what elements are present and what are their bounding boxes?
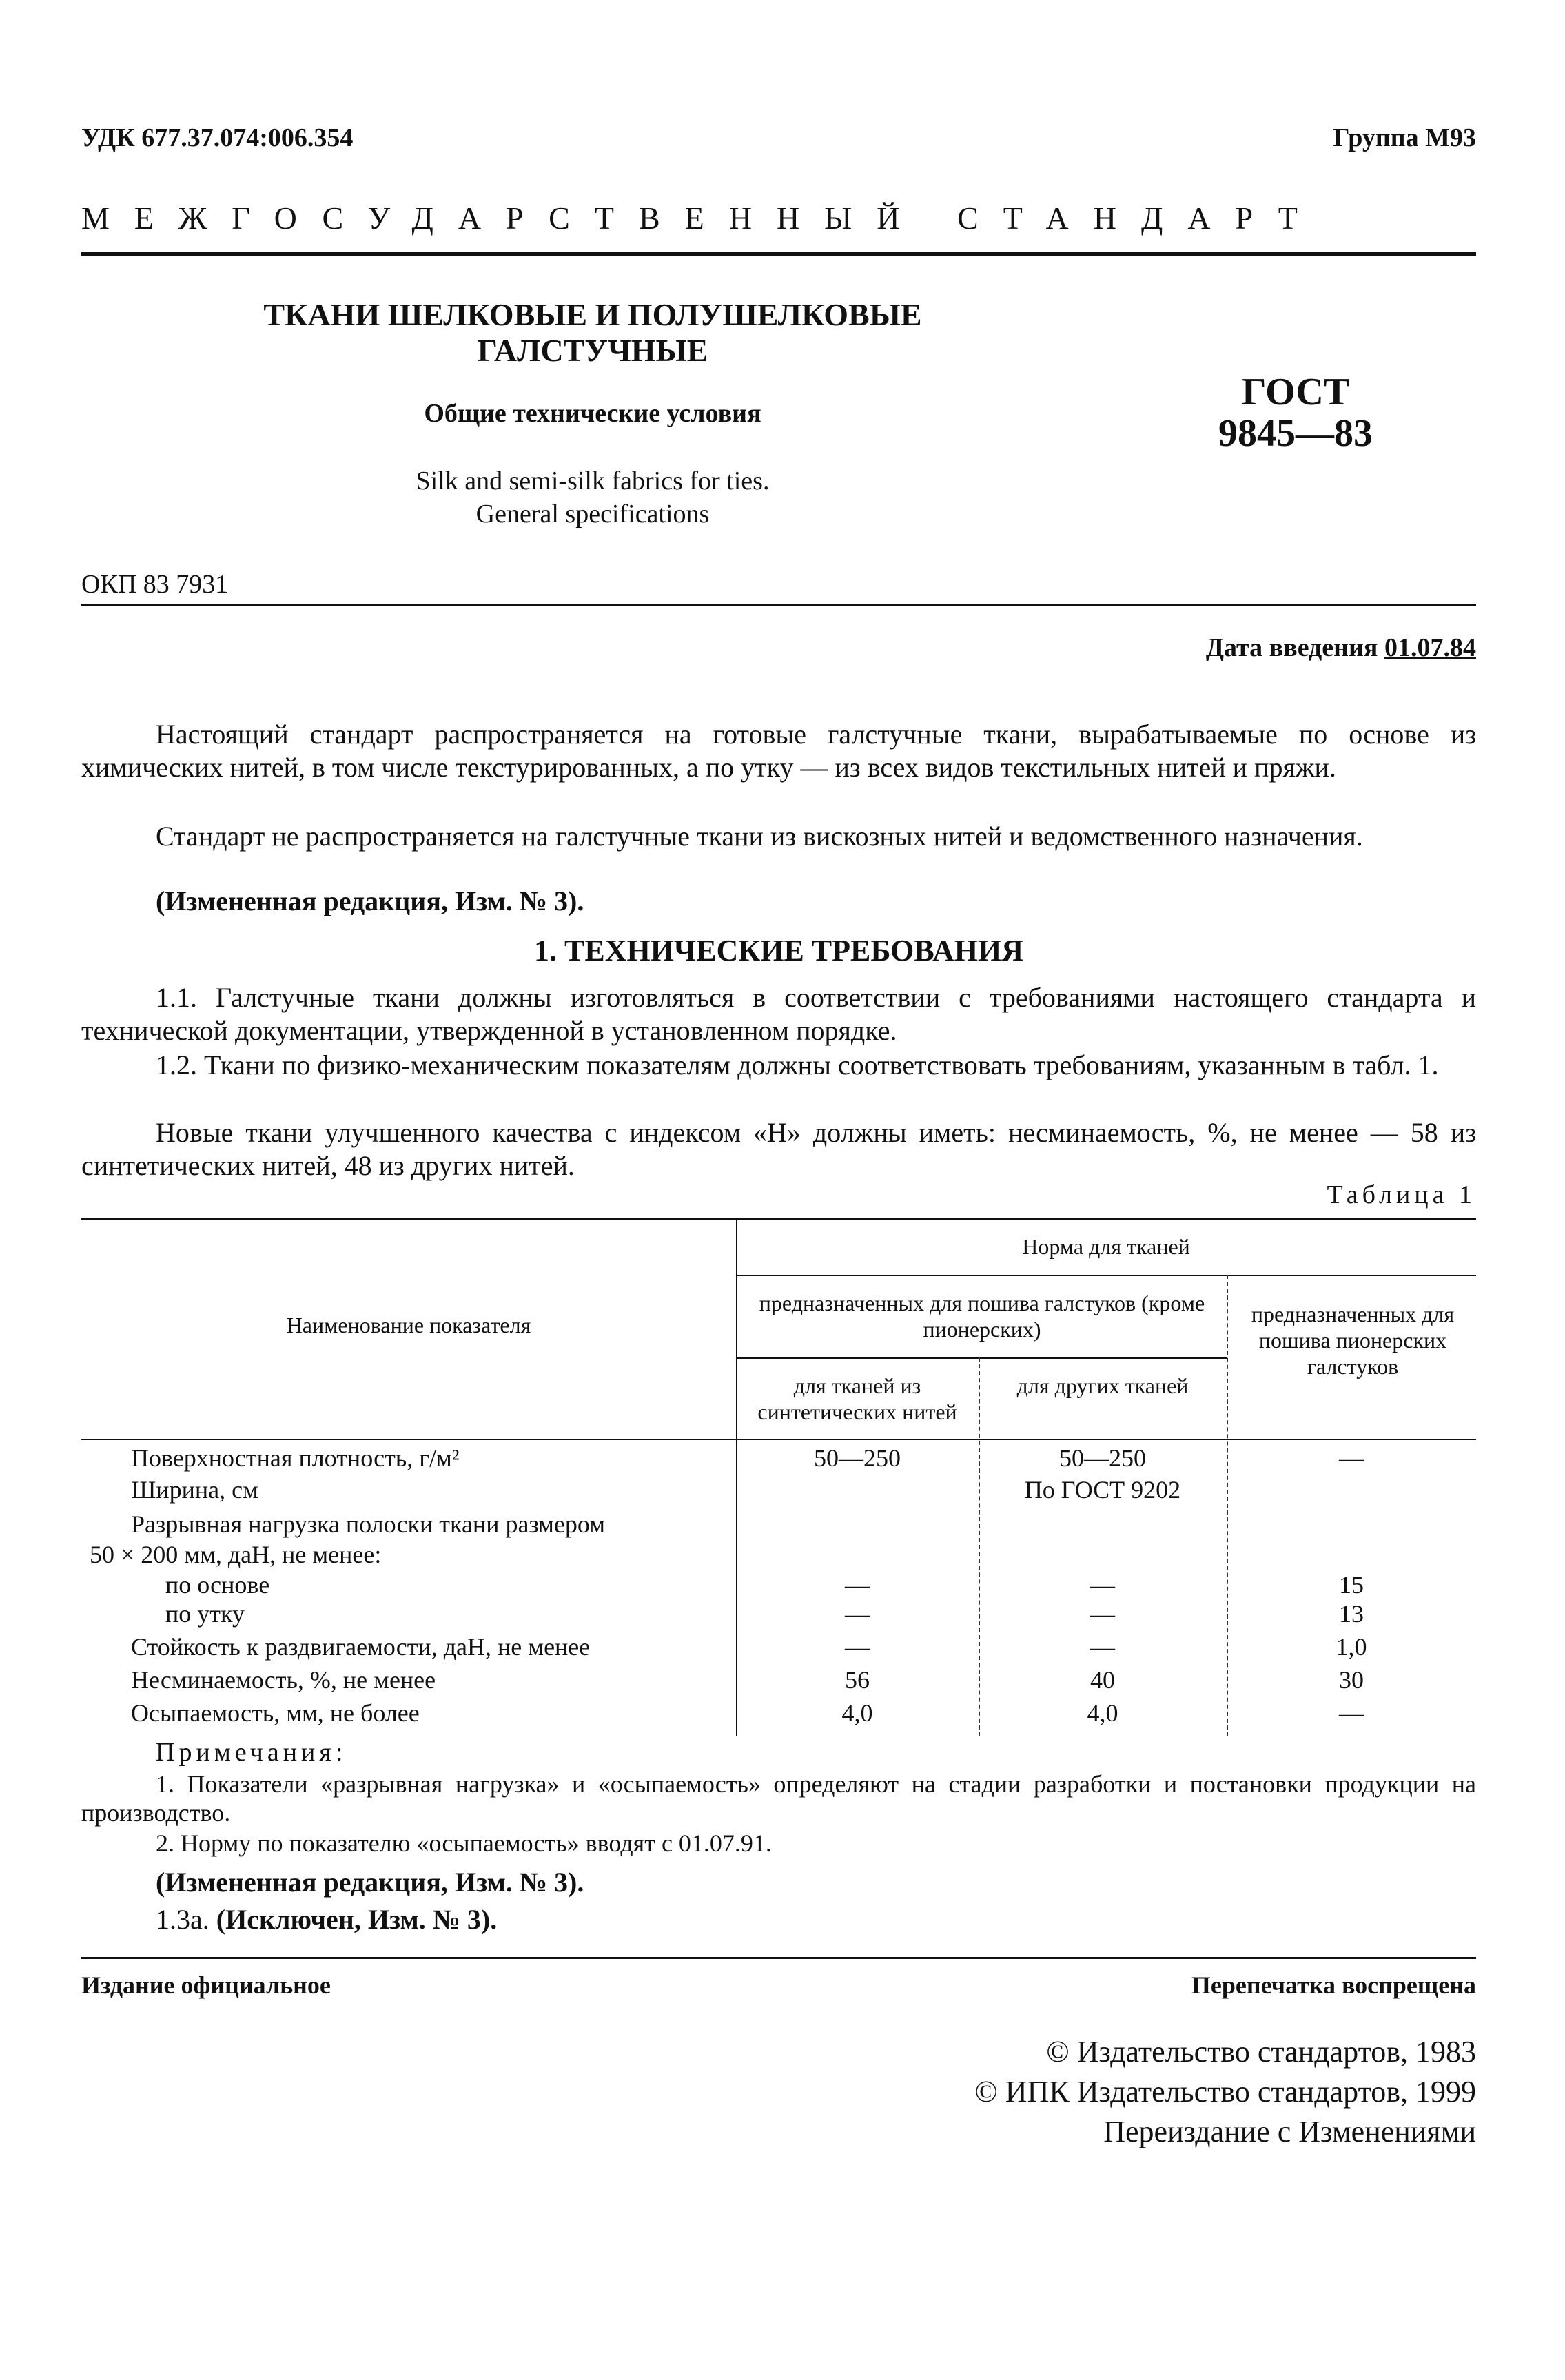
table-cell-synthetic: — [845,1600,870,1628]
table-row-name: Стойкость к раздвигаемости, даН, не менее [131,1633,591,1661]
table-row-name: 50 × 200 мм, даН, не менее: [90,1541,382,1568]
table-cell-other: — [1090,1600,1115,1628]
table-row-name: Несминаемость, %, не менее [131,1666,436,1694]
table-cell-other: 50—250 [1059,1444,1146,1472]
table-norm-rule [736,1275,1476,1276]
table-cell-synthetic: 4,0 [841,1699,873,1727]
introduction-date-value: 01.07.84 [1384,633,1476,662]
okp-code: ОКП 83 7931 [81,570,229,599]
table-cell-pioneer: 1,0 [1336,1633,1367,1661]
table-cell-other: 40 [1090,1666,1115,1694]
table-cell-other: — [1090,1633,1115,1661]
introduction-date-label: Дата введения [1205,633,1378,662]
table-row-name: по основе [165,1571,270,1599]
title-english-line-2: General specifications [475,500,710,529]
table-cell-other: По ГОСТ 9202 [1024,1476,1181,1504]
footer-reprint-prohibited: Перепечатка воспрещена [1191,1971,1476,1999]
table-cell-pioneer: 13 [1339,1600,1364,1628]
table-head-rule [81,1439,1476,1440]
paragraph-amendment: (Измененная редакция, Изм. № 3). [156,885,584,916]
title-line-1: ТКАНИ ШЕЛКОВЫЕ И ПОЛУШЕЛКОВЫЕ [263,297,922,332]
table-cell-synthetic: 50—250 [814,1444,901,1472]
note-2: 2. Норму по показателю «осыпаемость» вводят с 01.07.91. [156,1829,772,1857]
table-cell-synthetic: — [845,1571,870,1599]
notes-title: Примечания: [156,1738,347,1767]
header-indicator-name: Наименование показателя [286,1313,531,1337]
banner-rule [81,252,1476,256]
table-cell-synthetic: 56 [845,1666,870,1694]
header-norm: Норма для тканей [1022,1234,1190,1259]
paragraph-1-3a-number: 1.3а. [156,1904,209,1935]
paragraph-exclusion: Стандарт не распространяется на галстучные ткани из вискозных нитей и ведомственного назначения. [156,821,1363,852]
table-top-rule [81,1218,1476,1220]
udk-code: УДК 677.37.074:006.354 [81,123,354,152]
standard-banner: МЕЖГОСУДАРСТВЕННЫЙ СТАНДАРТ [81,201,1322,236]
gost-number: 9845—83 [1218,412,1373,455]
table-cell-other: 4,0 [1087,1699,1118,1727]
table-cell-pioneer: 15 [1339,1571,1364,1599]
paragraph-1-3a [156,1903,497,1936]
reissue-note: Переиздание с Изменениями [1103,2115,1476,2148]
paragraph-1-1: 1.1. Галстучные ткани должны изготовляться в соответствии с требованиями настоящего стандарта и технической документации, утвержденной в установленном порядке. [81,982,1476,1046]
title-english-line-1: Silk and semi-silk fabrics for ties. [416,466,770,495]
table-row-name: Поверхностная плотность, г/м² [131,1444,460,1472]
footer-official-edition: Издание официальное [81,1971,331,1999]
table-caption: Таблица 1 [1327,1180,1476,1209]
copyright-1999: © ИПК Издательство стандартов, 1999 [974,2075,1476,2109]
group-code: Группа М93 [1333,123,1476,152]
note-1: 1. Показатели «разрывная нагрузка» и «осыпаемость» определяют на стадии разработки и постановки продукции на производство. [81,1770,1476,1827]
table-ties-rule [736,1357,1227,1359]
table-row-name: по утку [165,1600,245,1628]
paragraph-1-2: 1.2. Ткани по физико-механическим показателям должны соответствовать требованиям, указанным в табл. 1. [156,1049,1439,1080]
header-other: для других тканей [1016,1373,1189,1398]
table-row-name: Разрывная нагрузка полоски ткани размером [131,1510,606,1538]
title-subtitle: Общие технические условия [424,399,761,428]
copyright-1983: © Издательство стандартов, 1983 [1046,2035,1476,2069]
title-line-2: ГАЛСТУЧНЫЕ [477,333,708,368]
paragraph-1-3a-status: (Исключен, Изм. № 3). [216,1904,498,1935]
table-row-name: Ширина, см [131,1476,258,1504]
footer-rule [81,1957,1476,1959]
header-synthetic: для тканей из синтетических нитей [757,1373,957,1424]
introduction-date [1034,633,1476,663]
table-cell-synthetic: — [845,1633,870,1661]
table-cell-pioneer: 30 [1339,1666,1364,1694]
table-cell-other: — [1090,1571,1115,1599]
title-rule [81,604,1476,606]
paragraph-new-fabrics: Новые ткани улучшенного качества с индексом «Н» должны иметь: несминаемость, %, не менее — 58 из синтетических нитей, 48 из других нитей. [81,1117,1476,1181]
header-ties: предназначенных для пошива галстуков (кроме пионерских) [759,1291,1205,1342]
gost-label: ГОСТ [1241,371,1350,413]
table-cell-pioneer: — [1339,1699,1364,1727]
header-pioneer: предназначенных для пошива пионерских галстуков [1251,1302,1455,1379]
table-cell-pioneer: — [1339,1444,1364,1472]
section-title: 1. ТЕХНИЧЕСКИЕ ТРЕБОВАНИЯ [534,934,1023,967]
notes-amendment: (Измененная редакция, Изм. № 3). [156,1867,584,1898]
table-row-name: Осыпаемость, мм, не более [131,1699,420,1727]
paragraph-scope: Настоящий стандарт распространяется на готовые галстучные ткани, вырабатываемые по основе из химических нитей, в том числе текстурированных, а по утку — из всех видов текстильных нитей и пряжи. [81,719,1476,783]
